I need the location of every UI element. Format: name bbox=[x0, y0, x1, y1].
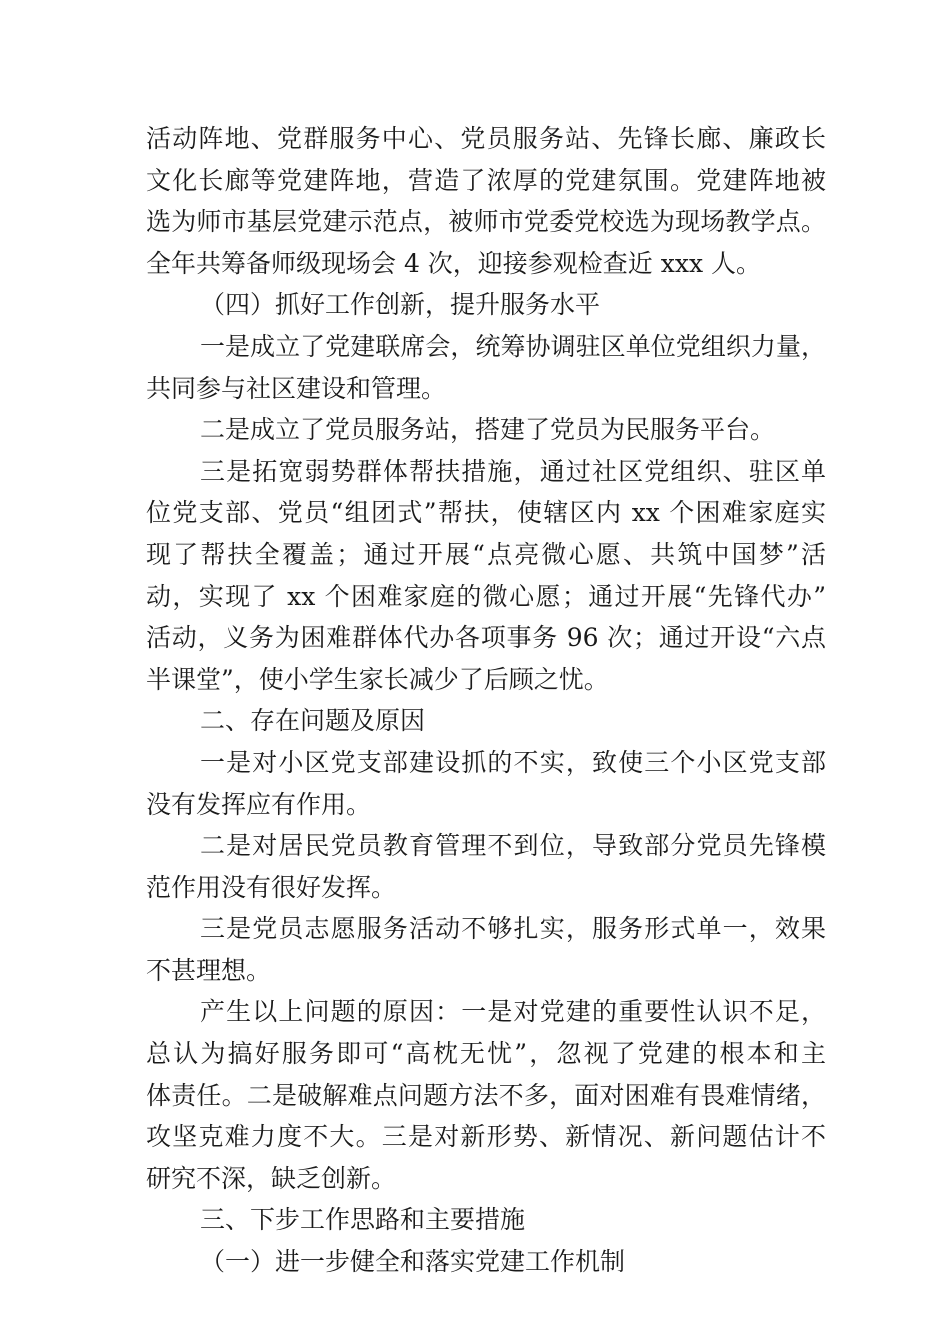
text-line: 不甚理想。 bbox=[146, 955, 272, 985]
text-line: 二是成立了党员服务站，搭建了党员为民服务平台。 bbox=[200, 415, 776, 445]
text-line: 体责任。二是破解难点问题方法不多，面对困难有畏难情绪， bbox=[146, 1080, 826, 1110]
text-line: 全年共筹备师级现场会 4 次，迎接参观检查近 xxx 人。 bbox=[146, 248, 761, 278]
text-line: 一是成立了党建联席会，统筹协调驻区单位党组织力量， bbox=[200, 331, 826, 361]
text-line: 总认为搞好服务即可“高枕无忧”，忽视了党建的根本和主 bbox=[146, 1039, 826, 1069]
text-line: 三是党员志愿服务活动不够扎实，服务形式单一，效果 bbox=[200, 914, 826, 944]
text-line: 动，实现了 xx 个困难家庭的微心愿；通过开展“先锋代办” bbox=[146, 581, 826, 611]
text-line: 选为师市基层党建示范点，被师市党委党校选为现场教学点。 bbox=[146, 207, 826, 237]
text-line: 共同参与社区建设和管理。 bbox=[146, 373, 447, 403]
text-line: 三是拓宽弱势群体帮扶措施，通过社区党组织、驻区单 bbox=[200, 456, 826, 486]
text-line: 攻坚克难力度不大。三是对新形势、新情况、新问题估计不 bbox=[146, 1122, 826, 1152]
text-line: 位党支部、党员“组团式”帮扶，使辖区内 xx 个困难家庭实 bbox=[146, 498, 826, 528]
document-body bbox=[146, 118, 826, 1283]
section-heading: 三、下步工作思路和主要措施 bbox=[200, 1205, 526, 1235]
text-line: 研究不深，缺乏创新。 bbox=[146, 1163, 397, 1193]
text-line: 二是对居民党员教育管理不到位，导致部分党员先锋模 bbox=[200, 831, 826, 861]
section-heading: （四）抓好工作创新，提升服务水平 bbox=[200, 290, 601, 320]
section-heading: 二、存在问题及原因 bbox=[200, 706, 426, 736]
text-line: 产生以上问题的原因：一是对党建的重要性认识不足， bbox=[200, 997, 826, 1027]
text-line: 现了帮扶全覆盖；通过开展“点亮微心愿、共筑中国梦”活 bbox=[146, 539, 826, 569]
text-line: 文化长廊等党建阵地，营造了浓厚的党建氛围。党建阵地被 bbox=[146, 165, 826, 195]
section-heading: （一）进一步健全和落实党建工作机制 bbox=[200, 1247, 626, 1277]
text-line: 活动，义务为困难群体代办各项事务 96 次；通过开设“六点 bbox=[146, 623, 826, 653]
text-line: 一是对小区党支部建设抓的不实，致使三个小区党支部 bbox=[200, 747, 826, 777]
text-line: 没有发挥应有作用。 bbox=[146, 789, 372, 819]
text-line: 活动阵地、党群服务中心、党员服务站、先锋长廊、廉政长 bbox=[146, 124, 826, 153]
text-line: 范作用没有很好发挥。 bbox=[146, 872, 397, 902]
text-line: 半课堂”，使小学生家长减少了后顾之忧。 bbox=[146, 664, 609, 694]
